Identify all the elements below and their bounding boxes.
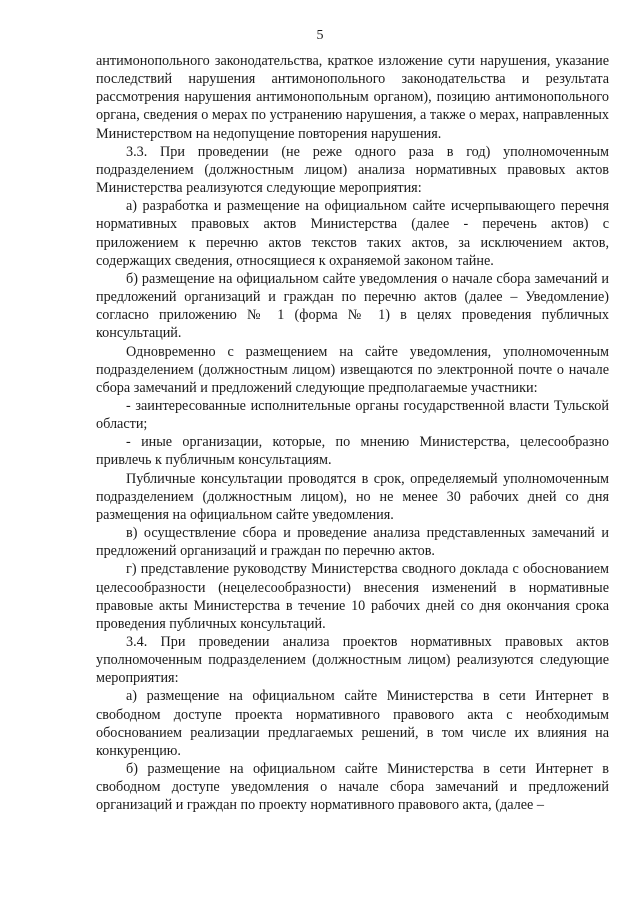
- paragraph-3-4-a: а) размещение на официальном сайте Министерства в сети Интернет в свободном доступе проекта нормативного правового акта с необходимым обоснованием реализации предлагаемых решений, в том числе их влияния на конкуренцию.: [96, 688, 609, 759]
- paragraph-consultation-term: Публичные консультации проводятся в срок, определяемый уполномоченным подразделением (должностным лицом), но не менее 30 рабочих дней со дня размещения на официальном сайте уведомления.: [96, 470, 609, 523]
- page-number: 5: [316, 28, 324, 43]
- paragraph-section-3-3: 3.3. При проведении (не реже одного раза в год) уполномоченным подразделением (должностным лицом) анализа нормативных правовых актов Министерства реализуются следующие мероприятия:: [96, 143, 609, 197]
- paragraph-notification: Одновременно с размещением на сайте уведомления, уполномоченным подразделением (должностным лицом) извещаются по электронной почте о начале сбора замечаний и предложений следующие предполагаемые участники:: [96, 343, 609, 396]
- paragraph-continuation: антимонопольного законодательства, краткое изложение сути нарушения, указание последствий нарушения антимонопольного законодательства и результата рассмотрения нарушения антимонопольным органом), позицию антимонопольного органа, сведения о мерах по устранению нарушения, а также о мерах, направленных Министерством на недопущение повторения нарушения.: [96, 53, 609, 142]
- list-item-executive-bodies: - заинтересованные исполнительные органы государственной власти Тульской области;: [96, 397, 609, 433]
- paragraph-3-3-v: в) осуществление сбора и проведение анализа представленных замечаний и предложений организаций и граждан по перечню актов.: [96, 525, 609, 560]
- document-body: [96, 52, 609, 815]
- paragraph-3-3-g: г) представление руководству Министерства сводного доклада с обоснованием целесообразности (нецелесообразности) внесения изменений в нормативные правовые акты Министерства в течение 10 рабочих дней со дня окончания срока проведения публичных консультаций.: [96, 561, 609, 632]
- paragraph-3-3-b: б) размещение на официальном сайте уведомления о начале сбора замечаний и предложений организаций и граждан по перечню актов (далее – Уведомление) согласно приложению № 1 (форма № 1) в целях проведения публичных консультаций.: [96, 270, 609, 342]
- paragraph-section-3-4: 3.4. При проведении анализа проектов нормативных правовых актов уполномоченным подразделением (должностным лицом) реализуются следующие мероприятия:: [96, 634, 609, 687]
- paragraph-3-3-a: а) разработка и размещение на официальном сайте исчерпывающего перечня нормативных правовых актов Министерства (далее - перечень актов) с приложением к перечню актов текстов таких актов, за исключением актов, содержащих сведения, относящиеся к охраняемой законом тайне.: [96, 198, 609, 269]
- list-item-other-organizations: - иные организации, которые, по мнению Министерства, целесообразно привлечь к публичным консультациям.: [96, 434, 609, 469]
- paragraph-3-4-b: б) размещение на официальном сайте Министерства в сети Интернет в свободном доступе уведомления о начале сбора замечаний и предложений организаций и граждан по проекту нормативного правового акта, (далее –: [96, 761, 609, 814]
